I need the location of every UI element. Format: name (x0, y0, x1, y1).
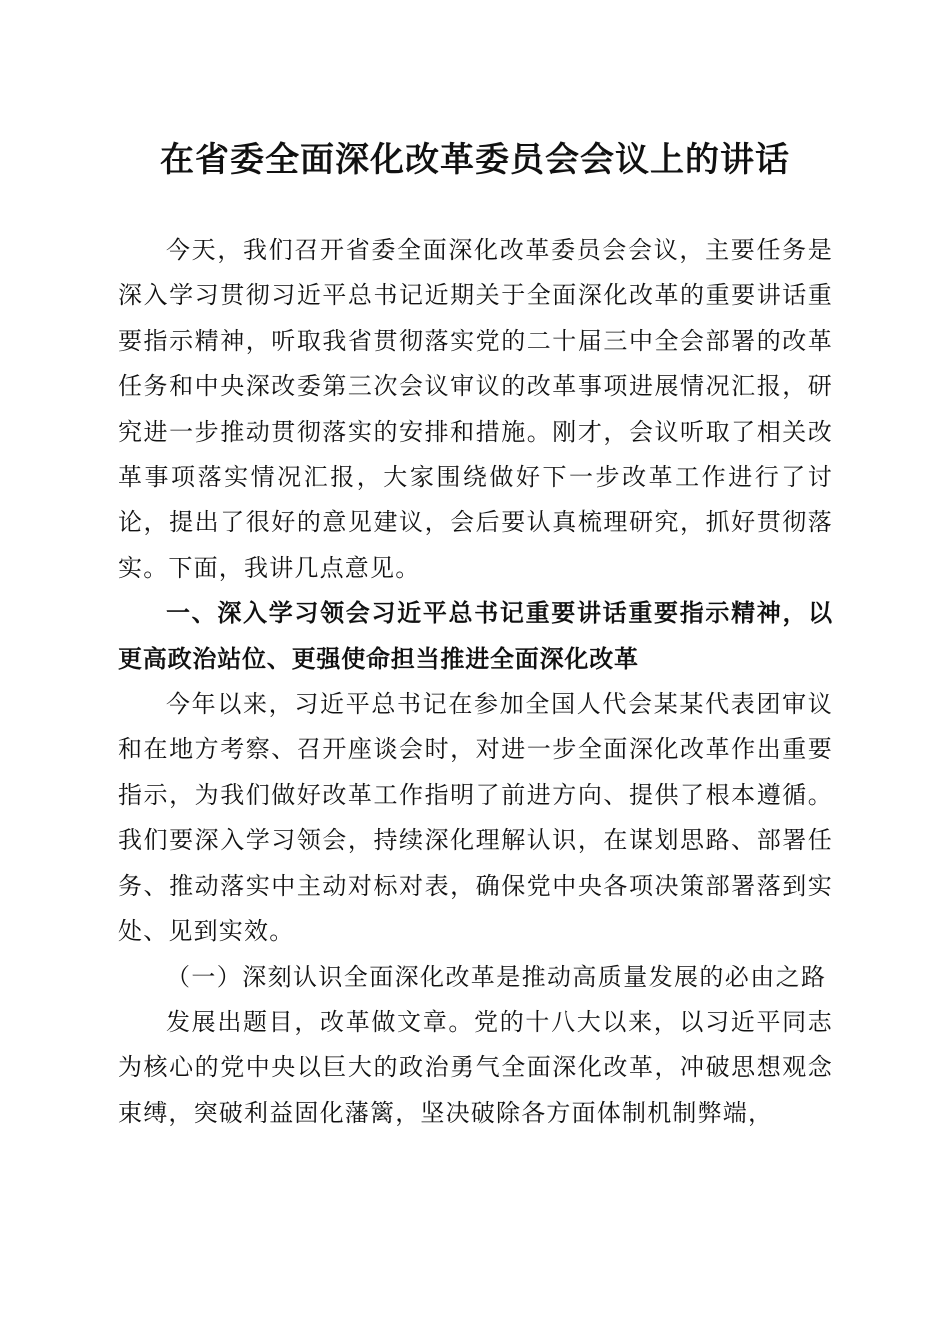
document-body (118, 228, 833, 1136)
section-1-paragraph: 今年以来，习近平总书记在参加全国人代会某某代表团审议和在地方考察、召开座谈会时，对进一步全面深化改革作出重要指示，为我们做好改革工作指明了前进方向、提供了根本遵循。我们要深入学习领会，持续深化理解认识，在谋划思路、部署任务、推动落实中主动对标对表，确保党中央各项决策部署落到实处、见到实效。 (118, 690, 833, 946)
subsection-1-paragraph: 发展出题目，改革做文章。党的十八大以来，以习近平同志为核心的党中央以巨大的政治勇气全面深化改革，冲破思想观念束缚，突破利益固化藩篱，坚决破除各方面体制机制弊端， (118, 1007, 833, 1127)
section-heading-1: 一、深入学习领会习近平总书记重要讲话重要指示精神，以更高政治站位、更强使命担当推进全面深化改革 (118, 599, 833, 673)
document-title: 在省委全面深化改革委员会会议上的讲话 (160, 140, 790, 180)
intro-paragraph: 今天，我们召开省委全面深化改革委员会会议，主要任务是深入学习贯彻习近平总书记近期关于全面深化改革的重要讲话重要指示精神，听取我省贯彻落实党的二十届三中全会部署的改革任务和中央深改委第三次会议审议的改革事项进展情况汇报，研究进一步推动贯彻落实的安排和措施。刚才，会议听取了相关改革事项落实情况汇报，大家围绕做好下一步改革工作进行了讨论，提出了很好的意见建议，会后要认真梳理研究，抓好贯彻落实。下面，我讲几点意见。 (118, 236, 833, 582)
subsection-heading-1: （一）深刻认识全面深化改革是推动高质量发展的必由之路 (166, 962, 827, 991)
